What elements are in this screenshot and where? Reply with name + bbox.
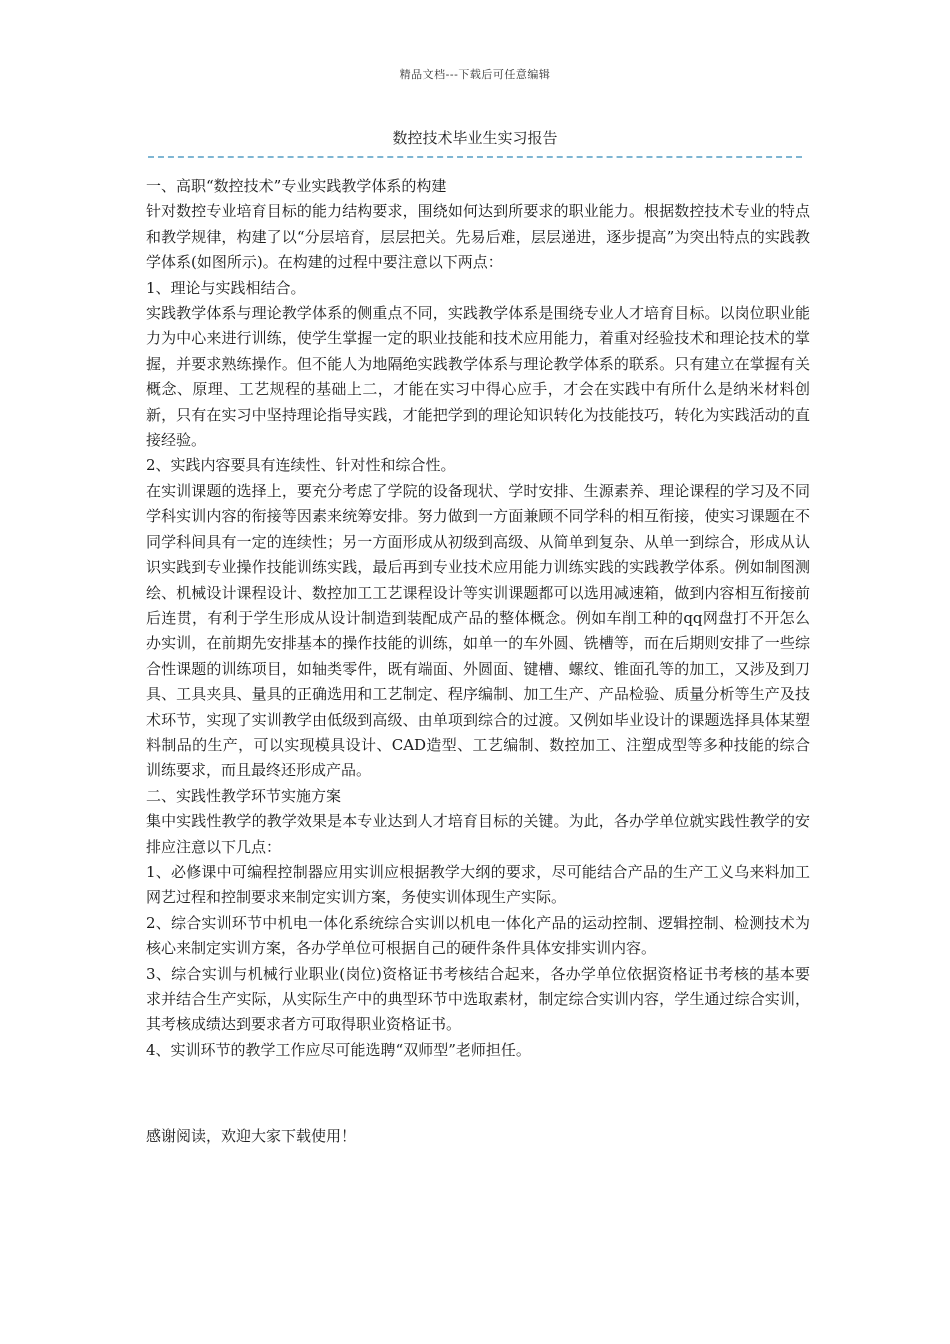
title-divider [148, 156, 802, 158]
document-title: 数控技术毕业生实习报告 [392, 129, 558, 147]
list-item: 4、实训环节的教学工作应尽可能选聘“双师型”老师担任。 [146, 1040, 531, 1059]
subheading: 1、理论与实践相结合。 [146, 278, 306, 297]
list-item: 2、综合实训环节中机电一体化系统综合实训以机电一体化产品的运动控制、逻辑控制、检测技术为核心来制定实训方案，各办学单位可根据自己的硬件条件具体安排实训内容。 [146, 913, 810, 958]
list-item: 1、必修课中可编程控制器应用实训应根据教学大纲的要求，尽可能结合产品的生产工义乌来料加工网艺过程和控制要求来制定实训方案，务使实训体现生产实际。 [146, 862, 810, 907]
header-note: 精品文档---下载后可任意编辑 [399, 68, 551, 81]
document-body [146, 174, 810, 1063]
paragraph: 实践教学体系与理论教学体系的侧重点不同，实践教学体系是围绕专业人才培育目标。以岗位职业能力为中心来进行训练，使学生掌握一定的职业技能和技术应用能力，着重对经验技术和理论技术的掌握，并要求熟练操作。但不能人为地隔绝实践教学体系与理论教学体系的联系。只有建立在掌握有关概念、原理、工艺规程的基础上二，才能在实习中得心应手，才会在实践中有所什么是纳米材料创新，只有在实习中坚持理论指导实践，才能把学到的理论知识转化为技能技巧，转化为实践活动的直接经验。 [146, 304, 810, 450]
paragraph: 在实训课题的选择上，要充分考虑了学院的设备现状、学时安排、生源素养、理论课程的学习及不同学科实训内容的衔接等因素来统筹安排。努力做到一方面兼顾不同学科的相互衔接，使实习课题在不同学科间具有一定的连续性；另一方面形成从初级到高级、从简单到复杂、从单一到综合，形成从认识实践到专业操作技能训练实践，最后再到专业技术应用能力训练实践的实践教学体系。例如制图测绘、机械设计课程设计、数控加工工艺课程设计等实训课题都可以选用减速箱，做到内容相互衔接前后连贯，有利于学生形成从设计制造到装配成产品的整体概念。例如车削工种的qq网盘打不开怎么办实训，在前期先安排基本的操作技能的训练，如单一的车外圆、铣槽等，而在后期则安排了一些综合性课题的训练项目，如轴类零件，既有端面、外圆面、键槽、螺纹、锥面孔等的加工，又涉及到刀具、工具夹具、量具的正确选用和工艺制定、程序编制、加工生产、产品检验、质量分析等生产及技术环节，实现了实训教学由低级到高级、由单项到综合的过渡。又例如毕业设计的课题选择具体某塑料制品的生产，可以实现模具设计、CAD造型、工艺编制、数控加工、注塑成型等多种技能的综合训练要求，而且最终还形成产品。 [146, 481, 810, 780]
paragraph: 集中实践性教学的教学效果是本专业达到人才培育目标的关键。为此，各办学单位就实践性教学的安排应注意以下几点： [146, 812, 810, 856]
paragraph: 针对数控专业培育目标的能力结构要求，围绕如何达到所要求的职业能力。根据数控技术专业的特点和教学规律，构建了以“分层培育，层层把关。先易后难，层层递进，逐步提高”为突出特点的实践教学体系(如图所示)。在构建的过程中要注意以下两点： [146, 202, 810, 272]
list-item: 3、综合实训与机械行业职业(岗位)资格证书考核结合起来，各办学单位依据资格证书考核的基本要求并结合生产实际，从实际生产中的典型环节中选取素材，制定综合实训内容，学生通过综合实训，其考核成绩达到要求者方可取得职业资格证书。 [146, 964, 810, 1034]
section-heading-2: 二、实践性教学环节实施方案 [146, 786, 342, 805]
closing-note: 感谢阅读，欢迎大家下载使用！ [146, 1127, 357, 1145]
section-heading-1: 一、高职“数控技术”专业实践教学体系的构建 [146, 177, 447, 195]
subheading: 2、实践内容要具有连续性、针对性和综合性。 [146, 456, 456, 475]
